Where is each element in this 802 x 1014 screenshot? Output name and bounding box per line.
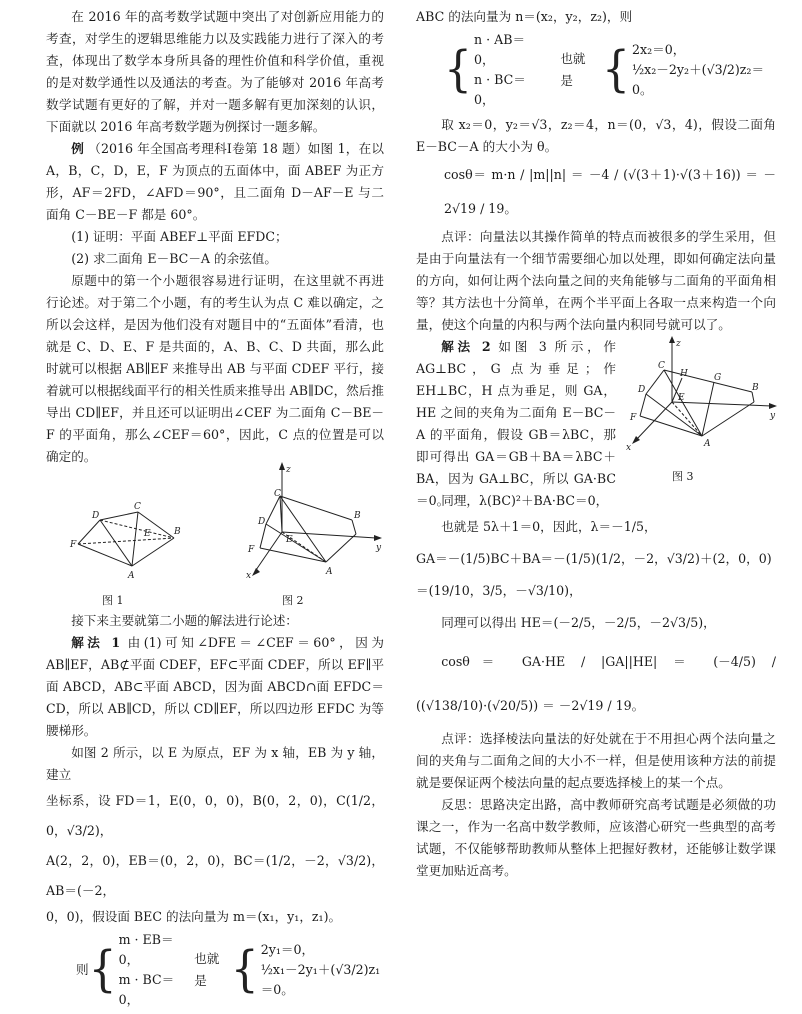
vector-line: A(2，2，0)，EB＝(0，2，0)，BC＝(1/2，－2，√3/2)，AB＝(－2， (46, 853, 384, 898)
reflection-text: 思路决定出路，高中教师研究高考试题是必须做的功课之一，作为一名高中数学教师，应该潜心研究一些典型的高考试题，不仅能够帮助教师从整体上把握好教材，还能够让数学课堂更加贴近高考。 (416, 797, 777, 878)
figure-2-coordinate-polyhedron (236, 462, 386, 584)
lambda-equation: 同理，λ(BC)²＋BA·BC＝0， (441, 493, 609, 508)
review-2-text: 选择棱法向量法的好处就在于不用担心两个法向量之间的夹角与二面角之间的大小不一样，但是使用该种方法的前提就是要保证两个棱法向量的起点要选择棱上的某一个点。 (416, 731, 777, 790)
cosine-formula-1: cosθ＝ m·n / |m||n| ＝ －4 / (√(3＋1)·√(3＋16)) ＝ －2√19 / 19。 (444, 167, 776, 216)
system-1-mid: 也就是 (194, 951, 220, 988)
question-2: (2) 求二面角 E－BC－A 的余弦值。 (71, 251, 277, 266)
svg-text:C: C (134, 502, 141, 512)
brace-icon: { (444, 41, 472, 98)
vector-line-2: 0，0)，假设面 BEC 的法向量为 m＝(x₁，y₁，z₁)。 (46, 909, 342, 924)
solution-1-label: 解法 1 (71, 635, 121, 650)
review-2-label: 点评： (441, 731, 480, 746)
transition-paragraph: 接下来主要就第二小题的解法进行论述： (71, 613, 298, 628)
coordinate-line-text: 坐标系，设 FD＝1，E(0，0，0)，B(0，2，0)，C (46, 793, 346, 808)
svg-text:z: z (286, 465, 291, 475)
system-1-row-2: m · BC＝0， (118, 972, 175, 1007)
figure-3-caption: 图 3 (672, 470, 694, 483)
solution-1-text: 由(1)可知∠DFE＝∠CEF＝60°，因为 AB∥EF，AB⊄平面 CDEF，EF⊂平面 CDEF，所以 EF∥平面 ABCD，AB⊂平面 ABCD，因为面 ABCD∩面 EFDC＝CD，所以 AB∥CD，所以 CD∥EF，所以四边形 EFDC 为等腰梯形。 (46, 635, 384, 738)
normal-vector-choice: 取 x₂＝0，y₂＝√3，z₂＝4，n＝(0，√3，4)，假设二面角 E－BC－A 的大小为 θ。 (416, 117, 776, 154)
question-1: (1) 证明：平面 ABEF⊥平面 EFDC； (71, 229, 288, 244)
svg-text:x: x (626, 443, 632, 453)
normal-vector-intro: ABC 的法向量为 n＝(x₂，y₂，z₂)，则 (416, 9, 633, 24)
coordinate-line (46, 786, 384, 846)
vector-ga: GA＝－(1/5)BC＋BA＝－(1/5)(1/2，－2，√3/2)＋(2，0，0) (416, 551, 772, 566)
example-label: 例 (71, 141, 84, 156)
example-paragraph (46, 138, 384, 226)
svg-text:C: C (274, 489, 281, 499)
svg-text:G: G (714, 373, 722, 383)
system-2-mid: 也就是 (560, 51, 586, 88)
system-2 (416, 30, 776, 110)
svg-text:C: C (658, 361, 665, 371)
figures-row (46, 465, 384, 610)
svg-text:E: E (144, 529, 151, 539)
svg-text:z: z (676, 339, 681, 349)
svg-text:B: B (354, 511, 361, 521)
review-1 (416, 226, 776, 336)
svg-text:y: y (376, 543, 382, 553)
brace-icon: { (88, 941, 117, 998)
system-1-eq-2: ½x₁－2y₁＋(√3/2)z₁＝0。 (260, 962, 381, 997)
svg-text:D: D (92, 511, 100, 521)
svg-text:A: A (704, 439, 711, 449)
system-1 (46, 930, 384, 1010)
figure-1-polyhedron (70, 500, 180, 580)
cosine-formula-2: cosθ＝ GA·HE / |GA||HE| ＝ (－4/5) / ((√138/10)·(√20/5)) ＝ －2√19 / 19。 (416, 654, 776, 713)
svg-text:F: F (630, 413, 637, 423)
right-column (416, 6, 776, 882)
system-1-prefix: 则 (76, 962, 89, 977)
figure-2-caption: 图 2 (282, 594, 304, 607)
svg-text:F: F (70, 540, 77, 550)
vector-he: 同理可以得出 HE＝(－2/5，－2/5，－2√3/5)， (441, 615, 716, 630)
svg-text:E: E (678, 393, 685, 403)
figure-1-caption: 图 1 (102, 594, 124, 607)
solution-2-text: 如图 3 所示，作 AG⊥BC，G 点为垂足；作 EH⊥BC，H 点为垂足，则 GA，HE 之间的夹角为二面角 E－BC－A 的平面角，假设 GB＝λBC，那即可得出 GA＝GB＋BA＝λBC＋BA，因为 GA⊥BC，所以 GA·BC＝0。 (416, 339, 616, 508)
example-text: （2016 年全国高考理科Ⅰ卷第 18 题）如图 1，在以 A，B，C，D，E，F 为顶点的五面体中，面 ABEF 为正方形，AF＝2FD，∠AFD＝90°，且二面角 D－AF－E 与二面角 C－BE－F 都是 60°。 (46, 141, 384, 222)
svg-text:D: D (638, 385, 646, 395)
svg-text:D: D (258, 517, 266, 527)
analysis-paragraph: 原题中的第一个小题很容易进行证明，在这里就不再进行论述。对于第二个小题，有的考生认为点 C 难以确定，之所以会这样，是因为他们没有对题目中的“五面体”看清，也就是 C、D、E、F 是共面的，A、B、C、D 共面，那么此时就可以根据 AB∥EF 来推导出 AB 与平面 CDEF 平行，接着就可以根据线面平行的相关性质来推导出 AB∥DC，然后推导出 CD∥EF，并且还可以证明出∠CEF 为二面角 C－BE－F 的平面角，那么∠CEF＝60°，因此，C 点的位置是可以确定的。 (46, 273, 384, 464)
review-1-text: 向量法以其操作简单的特点而被很多的学生采用，但是由于向量法有一个细节需要细心加以处理，即如何确定法向量的方向，如何让两个法向量之间的夹角能够与二面角的平面角相等？其方法也十分简单，在两个半平面上各取一点来构造一个向量，使这个向量的内积与两个法向量内积同号就可以了。 (416, 229, 777, 332)
system-2-row-2: n · BC＝0， (474, 72, 526, 107)
brace-icon: { (601, 41, 630, 98)
svg-text:B: B (752, 383, 759, 393)
intro-paragraph: 在 2016 年的高考数学试题中突出了对创新应用能力的考查，对学生的逻辑思维能力以及实践能力进行了深入的考查，体现出了数学本身所具备的理性价值和科学价值，重视的是对数学通性以及通法的考查。为了能够对 2016 年高考数学试题有更好的了解，并对一题多解有更加深刻的认识，下面就以 2016 年高考数学题为例探讨一题多解。 (46, 9, 384, 134)
system-2-eq-1: 2x₂＝0， (631, 42, 686, 57)
review-2 (416, 728, 776, 794)
left-column (46, 6, 384, 1014)
svg-text:x: x (246, 571, 252, 581)
svg-text:A: A (326, 567, 333, 577)
svg-text:F: F (248, 545, 255, 555)
solution-1-paragraph (46, 632, 384, 742)
svg-text:y: y (770, 411, 776, 421)
svg-text:E: E (286, 535, 293, 545)
brace-icon: { (230, 941, 259, 998)
reflection (416, 794, 776, 882)
system-2-row-1: n · AB＝0， (474, 32, 526, 67)
review-1-label: 点评： (441, 229, 480, 244)
vector-ga-result: ＝(19/10，3/5，－√3/10)， (416, 583, 582, 598)
system-1-eq-1: 2y₁＝0， (260, 942, 315, 957)
solution-2-paragraph (416, 336, 616, 512)
lambda-solution: 也就是 5λ＋1＝0，因此，λ＝－1/5， (441, 519, 657, 534)
svg-text:H: H (680, 369, 688, 379)
solution-2-label: 解法 2 (441, 339, 491, 354)
coordinate-setup: 如图 2 所示，以 E 为原点，EF 为 x 轴，EB 为 y 轴，建立 (46, 745, 384, 782)
system-1-row-1: m · EB＝0， (118, 932, 174, 967)
system-2-eq-2: ½x₂－2y₂＋(√3/2)z₂＝0。 (631, 62, 765, 97)
point-c-coords: (1/2，0，√3/2)， (46, 793, 384, 838)
reflection-label: 反思： (441, 797, 480, 812)
svg-text:B: B (174, 527, 181, 537)
figure-3-polyhedron (622, 336, 778, 456)
svg-text:A: A (128, 571, 135, 581)
